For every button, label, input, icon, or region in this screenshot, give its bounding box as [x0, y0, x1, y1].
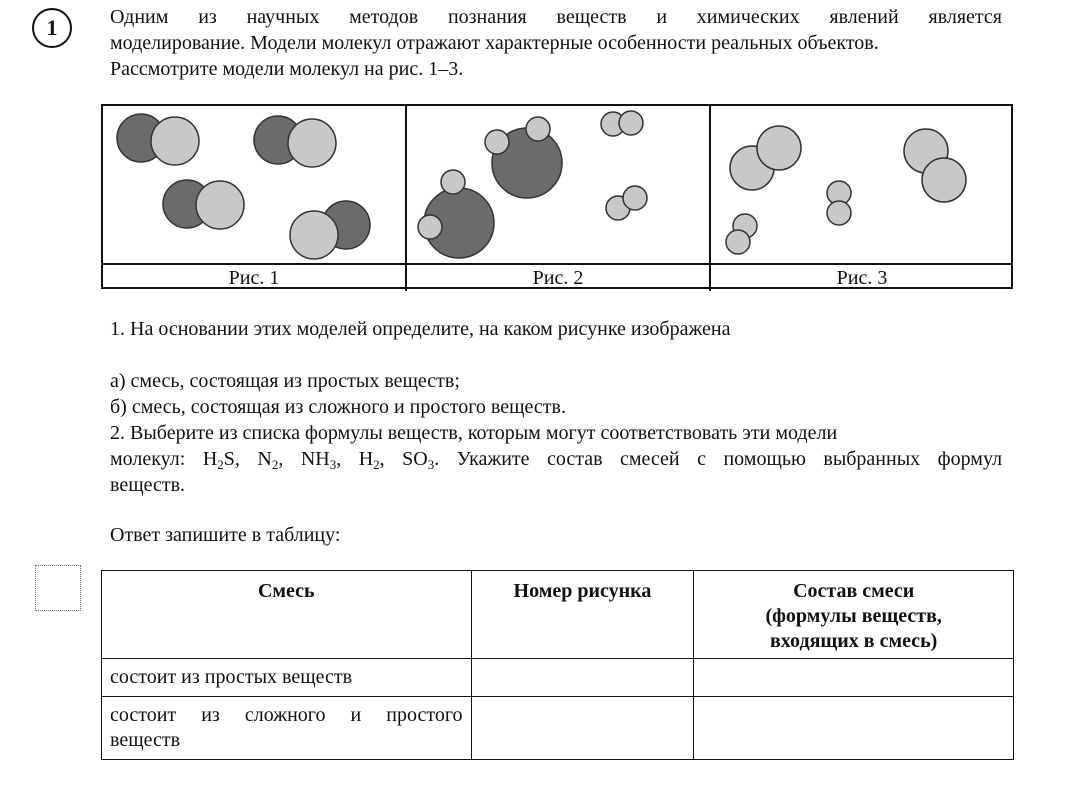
fig1-atom-light: [151, 117, 199, 165]
question-1-text: 1. На основании этих моделей определите, на каком рисунке изображена: [110, 318, 731, 340]
question-2-line-3: веществ.: [110, 474, 186, 496]
intro-line-3: Рассмотрите модели молекул на рис. 1–3.: [110, 58, 464, 80]
question-2-prefix: молекул:: [110, 448, 186, 470]
answer-table: [101, 570, 1014, 760]
fig3-atom-light: [757, 126, 801, 170]
question-1-option-b: б) смесь, состоящая из сложного и простого веществ.: [110, 396, 566, 418]
answer-prompt: Ответ запишите в таблицу:: [110, 524, 341, 546]
row-1-composition-cell[interactable]: [694, 659, 1014, 697]
question-2-line-1: 2. Выберите из списка формулы веществ, которым могут соответствовать эти модели: [110, 422, 838, 444]
fig3-atom-light: [922, 158, 966, 202]
fig1-atom-light: [196, 181, 244, 229]
formula-h2s: $H_2S$: [202, 448, 235, 472]
fig2-atom-light: [485, 130, 509, 154]
intro-paragraph: [110, 4, 1002, 82]
header-composition: Состав смеси (формулы веществ, входящих в смесь): [694, 571, 1014, 659]
table-row: [102, 697, 1014, 760]
fig2-atom-light: [418, 215, 442, 239]
intro-line-2: моделирование. Модели молекул отражают характерные особенности реальных объектов.: [110, 32, 879, 54]
question-2-line-2: молекул: $H_2S$, $N_2$, $NH_3$, $H_2$, $SO_3$. Укажите состав смесей с помощью выбранных формул: [110, 448, 1003, 472]
formula-h2: $H_2$: [358, 448, 380, 472]
figure-captions-row: [103, 263, 1011, 291]
row-1-figure-cell[interactable]: [471, 659, 694, 697]
figure-2-caption: Рис. 2: [407, 265, 711, 291]
figure-1-molecules: [103, 106, 405, 263]
header-mixture: Смесь: [102, 571, 472, 659]
fig1-atom-light: [290, 211, 338, 259]
formula-so3: $SO_3$: [402, 448, 435, 472]
figure-1-panel: [103, 106, 407, 263]
question-2-suffix: . Укажите состав смесей с помощью выбранных формул: [434, 448, 1003, 470]
row-1-mixture: состоит из простых веществ: [102, 659, 472, 697]
fig2-atom-light: [619, 111, 643, 135]
figure-3-panel: [711, 106, 1013, 263]
row-2-figure-cell[interactable]: [471, 697, 694, 760]
figure-3-molecules: [711, 106, 1011, 263]
intro-line-1: Одним из научных методов познания веществ и химических явлений является: [110, 6, 1002, 28]
question-1-option-a: а) смесь, состоящая из простых веществ;: [110, 370, 460, 392]
row-2-composition-cell[interactable]: [694, 697, 1014, 760]
formula-n2: $N_2$: [257, 448, 279, 472]
figure-3-caption: Рис. 3: [836, 267, 888, 289]
table-row: [102, 659, 1014, 697]
answer-marker-box: [35, 565, 81, 611]
row-2-mixture: состоит из сложного и простого веществ: [102, 697, 472, 760]
figure-2-molecules: [407, 106, 709, 263]
figure-1-caption: Рис. 1: [103, 265, 407, 291]
fig3-atom-light: [726, 230, 750, 254]
fig2-atom-light: [441, 170, 465, 194]
fig2-atom-light: [526, 117, 550, 141]
figures-table: [101, 104, 1013, 289]
formula-nh3: $NH_3$: [300, 448, 337, 472]
header-figure-number: Номер рисунка: [471, 571, 694, 659]
fig1-atom-light: [288, 119, 336, 167]
fig2-atom-light: [623, 186, 647, 210]
figure-2-panel: [407, 106, 711, 263]
task-number-badge: 1: [32, 8, 72, 48]
fig3-atom-light: [827, 201, 851, 225]
answer-table-header-row: [102, 571, 1014, 659]
